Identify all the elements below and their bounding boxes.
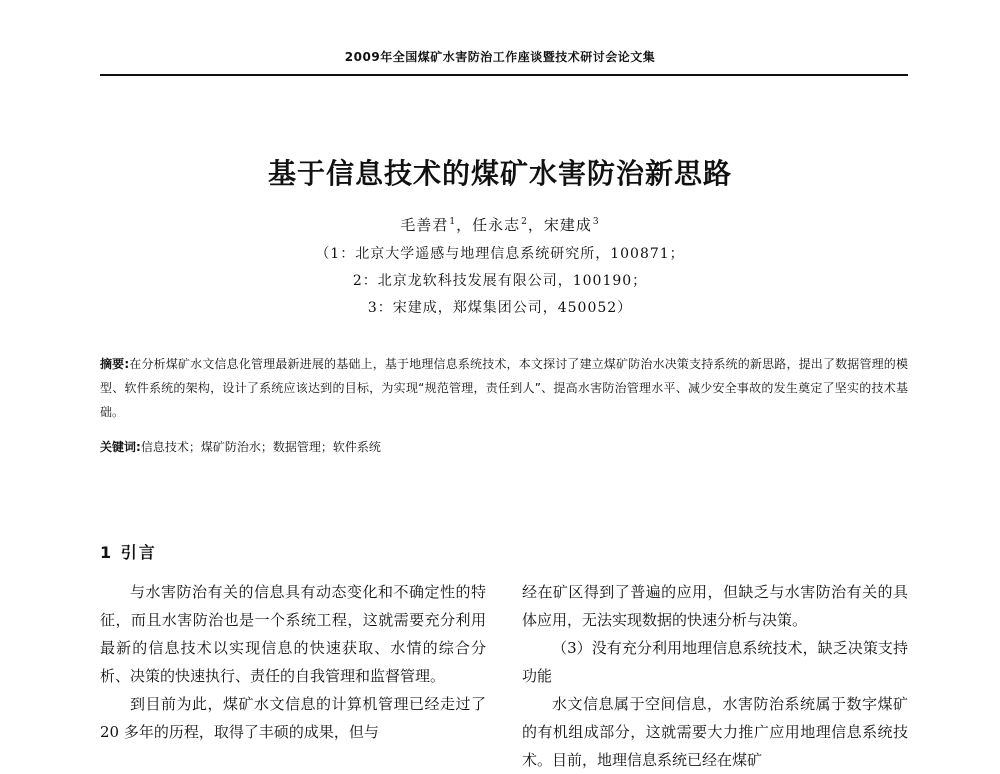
keywords-text: 信息技术；煤矿防治水；数据管理；软件系统: [140, 440, 381, 454]
body-column-left: [100, 578, 486, 746]
keywords: [100, 436, 908, 458]
paper-title: 基于信息技术的煤矿水害防治新思路: [267, 157, 732, 190]
affiliation-3: 3：宋建成，郑煤集团公司，450052）: [367, 300, 633, 316]
body-paragraph: （3）没有充分利用地理信息系统技术，缺乏决策支持功能: [522, 639, 908, 685]
author-affil-mark: 3: [592, 217, 600, 227]
body-paragraph: 水文信息属于空间信息，水害防治系统属于数字煤矿的有机组成部分，这就需要大力推广应用地理信息系统技术。目前，地理信息系统已经在煤矿: [522, 695, 908, 769]
author-separator: ，: [456, 216, 473, 234]
author-affil-mark: 1: [449, 217, 457, 227]
author-list: [0, 214, 1000, 235]
keywords-label: 关键词:: [100, 440, 141, 454]
author-name: 任永志: [472, 216, 521, 234]
body-paragraph-continued: 经在矿区得到了普遍的应用，但缺乏与水害防治有关的具体应用，无法实现数据的快速分析与决策。: [522, 583, 908, 629]
author-name: 毛善君: [400, 216, 449, 234]
abstract: [100, 352, 908, 424]
body-column-right: [522, 578, 908, 774]
running-head: 2009年全国煤矿水害防治工作座谈暨技术研讨会论文集: [344, 50, 656, 64]
author-affil-mark: 2: [521, 217, 528, 227]
abstract-label: 摘要:: [100, 357, 130, 371]
section-heading: 1 引言: [100, 543, 157, 562]
body-paragraph: 与水害防治有关的信息具有动态变化和不确定性的特征，而且水害防治也是一个系统工程，这就需要充分利用最新的信息技术以实现信息的快速获取、水情的综合分析、决策的快速执行、责任的自我管理和监督管理。: [100, 583, 486, 685]
affiliation-2: 2：北京龙软科技发展有限公司，100190；: [352, 273, 648, 289]
header-rule: [100, 74, 908, 76]
author-separator: ，: [527, 216, 544, 234]
abstract-text: 在分析煤矿水文信息化管理最新进展的基础上，基于地理信息系统技术，本文探讨了建立煤矿防治水决策支持系统的新思路，提出了数据管理的模型、软件系统的架构，设计了系统应该达到的目标，为实现“规范管理，责任到人”、提高水害防治管理水平、减少安全事故的发生奠定了坚实的技术基础。: [100, 357, 908, 419]
body-paragraph: 到目前为此，煤矿水文信息的计算机管理已经走过了 20 多年的历程，取得了丰硕的成果，但与: [100, 695, 486, 741]
author-name: 宋建成: [543, 216, 592, 234]
affiliation-1: （1：北京大学遥感与地理信息系统研究所，100871；: [315, 246, 685, 262]
